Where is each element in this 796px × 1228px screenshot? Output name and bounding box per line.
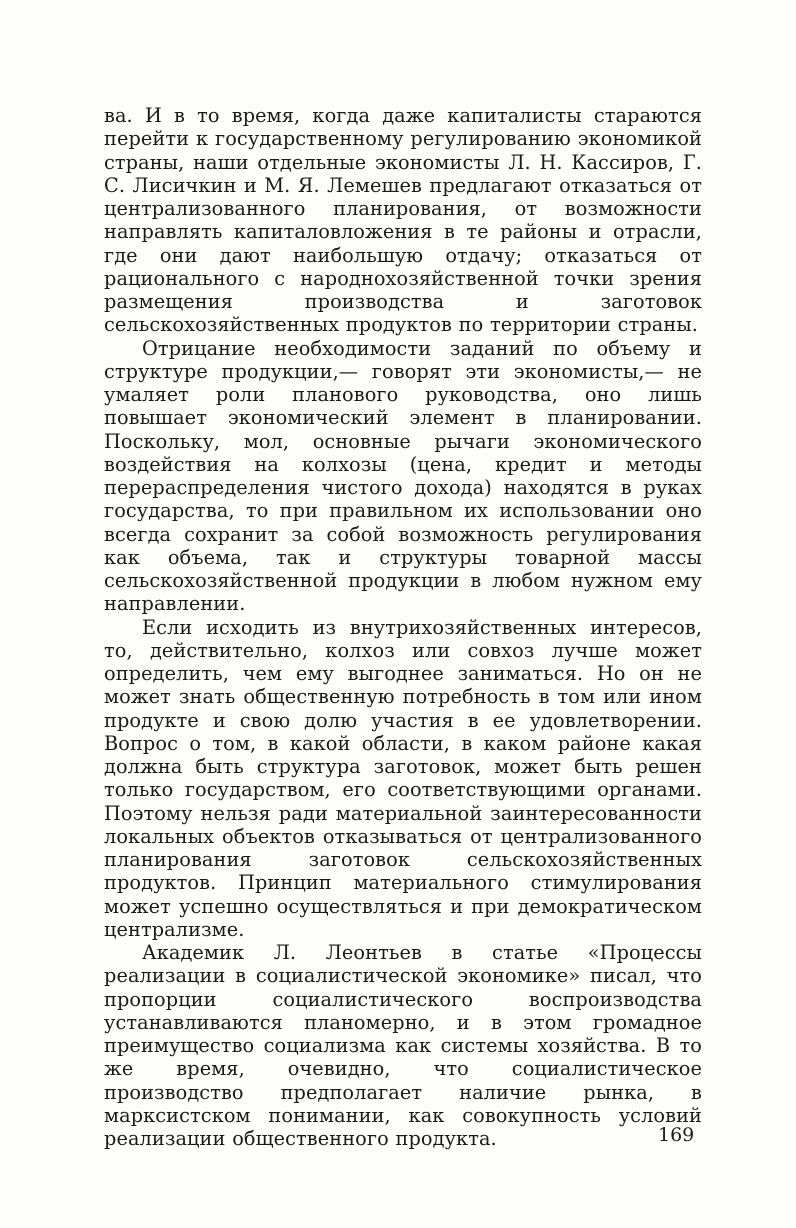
paragraph-1: ва. И в то время, когда даже капиталисты стараются перейти к государственному регулированию экономикой страны, наши отдельные экономисты Л. Н. Кассиров, Г. С. Лисичкин и М. Я. Лемешев предлагают отказаться от централизованного планирования, от возможности направлять капиталовложения в те районы и отрасли, где они дают наибольшую отдачу; отказаться от рационального с народнохозяйственной точки зрения размещения производства и заготовок сельскохозяйственных продуктов по территории страны. <box>104 104 702 337</box>
paragraph-4: Академик Л. Леонтьев в статье «Процессы реализации в социалистической экономике» писал, что пропорции социалистического воспроизводства устанавливаются планомерно, и в этом громадное преимущество социализма как системы хозяйства. В то же время, очевидно, что социалистическое производство предполагает наличие рынка, в марксистском понимании, как совокупность условий реализации общественного продукта. <box>104 941 702 1150</box>
page-number: 169 <box>658 1124 695 1146</box>
body-text <box>104 104 702 1150</box>
paragraph-2: Отрицание необходимости заданий по объему и структуре продукции,— говорят эти экономисты,— не умаляет роли планового руководства, оно лишь повышает экономический элемент в планировании. Поскольку, мол, основные рычаги экономического воздействия на колхозы (цена, кредит и методы перераспределения чистого дохода) находятся в руках государства, то при правильном их использовании оно всегда сохранит за собой возможность регулирования как объема, так и структуры товарной массы сельскохозяйственной продукции в любом нужном ему направлении. <box>104 336 702 616</box>
paragraph-3: Если исходить из внутрихозяйственных интересов, то, действительно, колхоз или совхоз лучше может определить, чем ему выгоднее заниматься. Но он не может знать общественную потребность в том или ином продукте и свою долю участия в ее удовлетворении. Вопрос о том, в какой области, в каком районе какая должна быть структура заготовок, может быть решен только государством, его соответствующими органами. Поэтому нельзя ради материальной заинтересованности локальных объектов отказываться от централизованного планирования заготовок сельскохозяйственных продуктов. Принцип материального стимулирования может успешно осуществляться и при демократическом централизме. <box>104 615 702 941</box>
